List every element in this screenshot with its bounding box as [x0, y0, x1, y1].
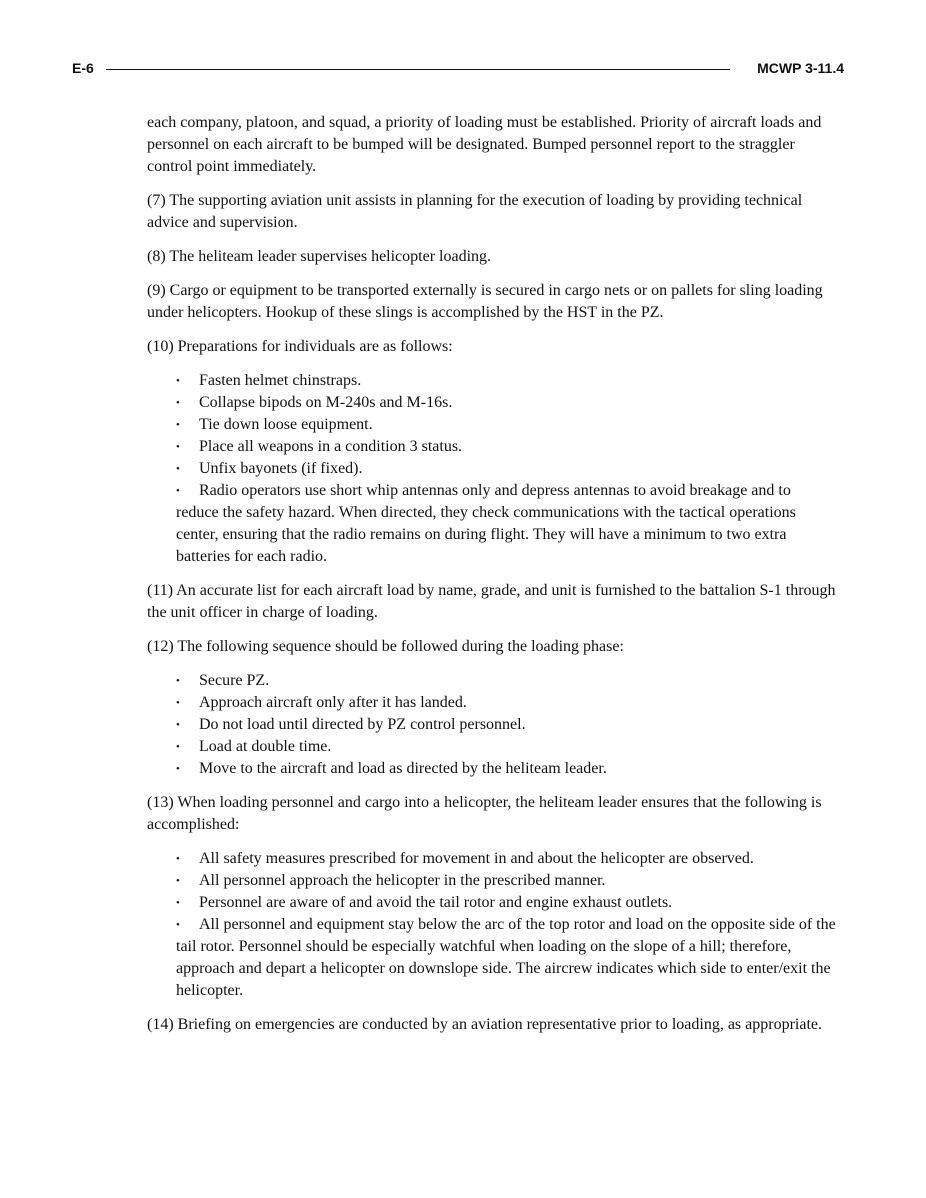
list-item-text: Personnel are aware of and avoid the tail rotor and engine exhaust outlets.	[199, 894, 673, 911]
bullet-icon: •	[176, 875, 180, 887]
paragraph-10: (10) Preparations for individuals are as follows:	[147, 338, 453, 355]
paragraph-continued: each company, platoon, and squad, a priority of loading must be established. Priority of aircraft loads and personnel on each aircraft to be bumped will be designated. Bumped personnel report to the straggler control point immediately.	[147, 114, 822, 175]
list-item-text: Tie down loose equipment.	[199, 416, 373, 433]
bullet-icon: •	[176, 897, 180, 909]
paragraph-13: (13) When loading personnel and cargo into a helicopter, the heliteam leader ensures that the following is accomplished:	[147, 794, 822, 833]
paragraph-14: (14) Briefing on emergencies are conducted by an aviation representative prior to loading, as appropriate.	[147, 1016, 823, 1033]
list-item-text: Unfix bayonets (if fixed).	[199, 460, 363, 477]
list-item-text: Approach aircraft only after it has landed.	[199, 694, 467, 711]
bullet-icon: •	[176, 919, 180, 931]
list-item	[176, 758, 837, 780]
list-item-text: All personnel and equipment stay below the arc of the top rotor and load on the opposite side of the tail rotor. Personnel should be especially watchful when loading on the slope of a hill; therefore, approach and depart a helicopter on downslope side. The aircrew indicates which side to enter/exit the helicopter.	[176, 916, 836, 999]
paragraph-9: (9) Cargo or equipment to be transported externally is secured in cargo nets or on pallets for sling loading under helicopters. Hookup of these slings is accomplished by the HST in the PZ.	[147, 282, 823, 321]
bullet-icon: •	[176, 441, 180, 453]
list-item-text: Secure PZ.	[199, 672, 270, 689]
bullet-icon: •	[176, 419, 180, 431]
list-item	[176, 458, 837, 480]
bullet-icon: •	[176, 763, 180, 775]
list-item-text: Do not load until directed by PZ control personnel.	[199, 716, 526, 733]
bullet-icon: •	[176, 375, 180, 387]
list-item-text: Fasten helmet chinstraps.	[199, 372, 362, 389]
bullet-icon: •	[176, 397, 180, 409]
paragraph-12: (12) The following sequence should be followed during the loading phase:	[147, 638, 624, 655]
list-loading-sequence	[147, 670, 837, 780]
list-item	[147, 480, 837, 568]
list-item	[176, 392, 837, 414]
publication-id: MCWP 3-11.4	[757, 60, 844, 76]
list-item	[176, 914, 837, 1002]
list-item	[176, 436, 837, 458]
list-item	[176, 892, 837, 914]
paragraph-8: (8) The heliteam leader supervises helicopter loading.	[147, 248, 492, 265]
paragraph-11: (11) An accurate list for each aircraft load by name, grade, and unit is furnished to the battalion S-1 through the unit officer in charge of loading.	[147, 582, 836, 621]
list-item-text: Load at double time.	[199, 738, 332, 755]
header-rule	[106, 69, 730, 70]
bullet-icon: •	[176, 741, 180, 753]
list-preparations	[147, 370, 837, 568]
list-item-text: Move to the aircraft and load as directed by the heliteam leader.	[199, 760, 607, 777]
bullet-icon: •	[176, 853, 180, 865]
paragraph-7: (7) The supporting aviation unit assists in planning for the execution of loading by providing technical advice and supervision.	[147, 192, 803, 231]
bullet-icon: •	[176, 485, 180, 497]
list-item-text: All safety measures prescribed for movement in and about the helicopter are observed.	[199, 850, 754, 867]
page-number: E-6	[72, 60, 94, 76]
list-item-text: All personnel approach the helicopter in the prescribed manner.	[199, 872, 606, 889]
list-item	[176, 414, 837, 436]
list-item	[176, 370, 837, 392]
list-item	[176, 692, 837, 714]
list-item-text: Radio operators use short whip antennas only and depress antennas to avoid breakage and to reduce the safety hazard. When directed, they check communications with the tactical operations center, ensuring that the radio remains on during flight. They will have a minimum to two extra batteries for each radio.	[176, 482, 796, 565]
list-safety-measures	[147, 848, 837, 1002]
bullet-icon: •	[176, 675, 180, 687]
bullet-icon: •	[176, 719, 180, 731]
running-header	[72, 60, 844, 80]
list-item-text: Collapse bipods on M-240s and M-16s.	[199, 394, 453, 411]
list-item-text: Place all weapons in a condition 3 status.	[199, 438, 463, 455]
list-item	[176, 848, 837, 870]
bullet-icon: •	[176, 463, 180, 475]
body-text	[147, 112, 837, 1048]
bullet-icon: •	[176, 697, 180, 709]
list-item	[176, 670, 837, 692]
list-item	[176, 736, 837, 758]
list-item	[176, 870, 837, 892]
list-item	[176, 714, 837, 736]
